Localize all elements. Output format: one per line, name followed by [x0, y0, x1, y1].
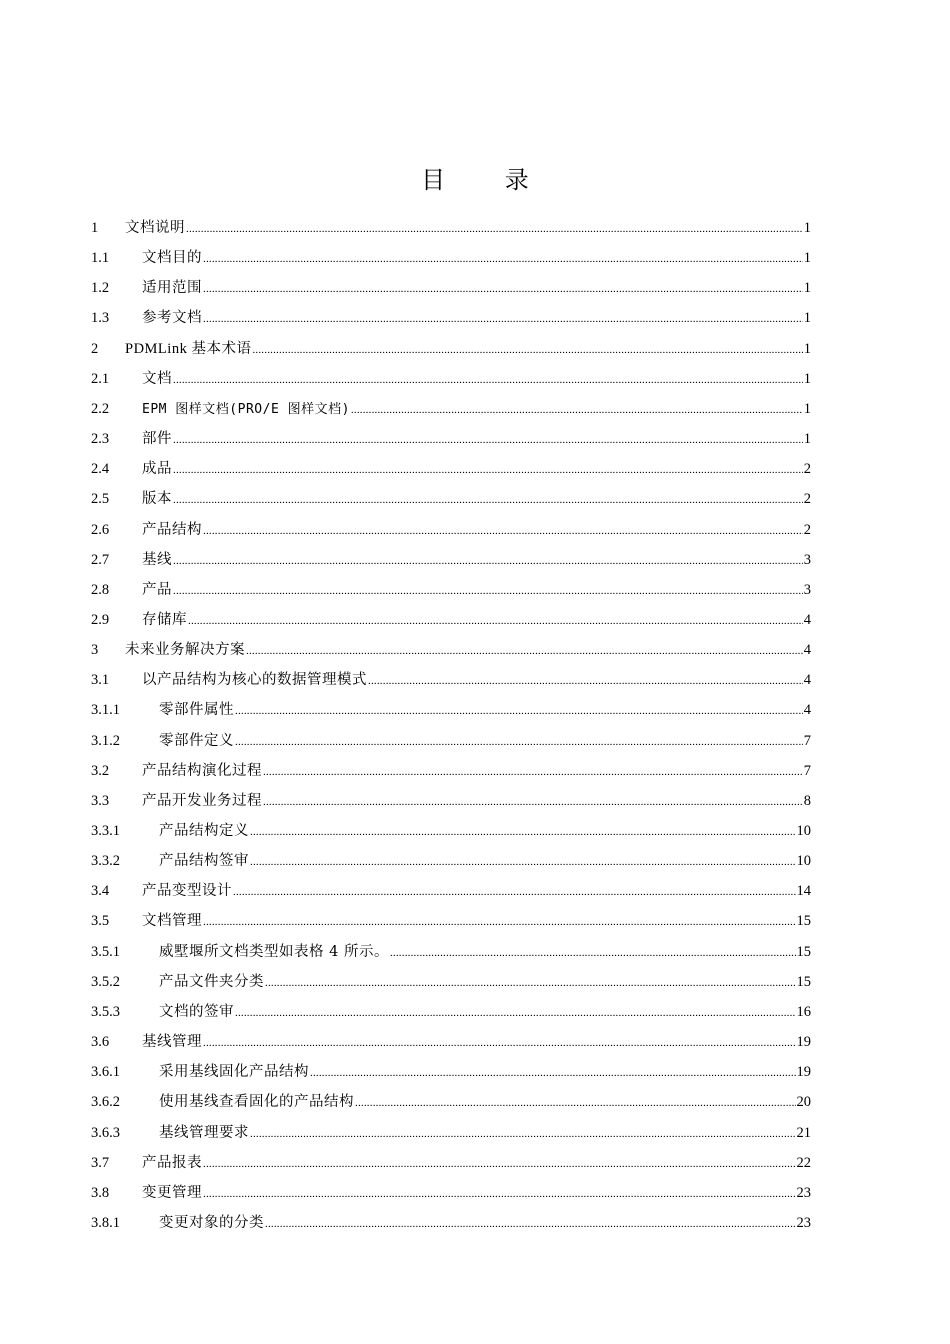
toc-entry-title: 变更管理	[142, 1184, 202, 1201]
toc-entry-number: 3.4	[91, 883, 110, 900]
toc-entry-title: 文档管理	[142, 913, 202, 930]
toc-entry-number: 3.6.3	[91, 1124, 120, 1141]
toc-entry-number: 3.8.1	[91, 1214, 120, 1231]
toc-dot-leader	[203, 1180, 796, 1208]
toc-entry-title: 产品	[142, 581, 172, 598]
toc-entry-page-number: 3	[803, 581, 811, 598]
toc-entry-title: 威墅堰所文档类型如表格 4 所示。	[159, 943, 389, 960]
toc-entry-number: 3.1	[91, 672, 110, 689]
toc-entry[interactable]	[91, 244, 811, 272]
toc-dot-leader	[252, 336, 802, 364]
toc-entry-number: 2.8	[91, 581, 110, 598]
toc-entry-page-number: 1	[803, 340, 811, 357]
toc-entry[interactable]	[91, 1119, 811, 1147]
page-title: 目 录	[421, 166, 555, 194]
toc-dot-leader	[250, 1120, 796, 1148]
toc-entry-title: 文档	[142, 370, 172, 387]
toc-entry[interactable]	[91, 1088, 811, 1116]
toc-dot-leader	[235, 697, 803, 725]
toc-entry-page-number: 4	[803, 672, 811, 689]
toc-entry-title: PDMLink 基本术语	[125, 340, 252, 357]
toc-entry[interactable]	[91, 636, 811, 664]
toc-entry-page-number: 23	[796, 1214, 811, 1231]
toc-entry-number: 2.7	[91, 551, 110, 568]
toc-entry[interactable]	[91, 1028, 811, 1056]
toc-entry-page-number: 1	[803, 250, 811, 267]
toc-entry[interactable]	[91, 1149, 811, 1177]
toc-entry-title: 版本	[142, 491, 172, 508]
toc-entry[interactable]	[91, 274, 811, 302]
toc-dot-leader	[390, 939, 796, 967]
toc-entry[interactable]	[91, 1179, 811, 1207]
toc-entry-number: 3.5.1	[91, 943, 120, 960]
toc-entry[interactable]	[91, 727, 811, 755]
toc-entry-page-number: 2	[803, 461, 811, 478]
toc-dot-leader	[203, 517, 803, 545]
toc-entry-page-number: 10	[796, 853, 811, 870]
toc-entry[interactable]	[91, 576, 811, 604]
toc-entry-page-number: 14	[796, 883, 811, 900]
toc-entry-page-number: 4	[803, 702, 811, 719]
toc-dot-leader	[203, 275, 803, 303]
toc-dot-leader	[265, 1210, 796, 1238]
toc-entry-title: 参考文档	[142, 310, 202, 327]
toc-entry-title: 产品变型设计	[142, 883, 232, 900]
toc-entry-title: 采用基线固化产品结构	[159, 1064, 309, 1081]
toc-entry-number: 3.8	[91, 1184, 110, 1201]
toc-entry-number: 3.3	[91, 792, 110, 809]
toc-dot-leader	[173, 547, 803, 575]
toc-dot-leader	[368, 667, 803, 695]
toc-dot-leader	[186, 215, 803, 243]
toc-dot-leader	[203, 908, 796, 936]
toc-entry-title: 以产品结构为核心的数据管理模式	[142, 672, 367, 689]
toc-entry-number: 2.4	[91, 461, 110, 478]
toc-entry-number: 3.6.2	[91, 1094, 120, 1111]
toc-dot-leader	[173, 456, 803, 484]
toc-entry[interactable]	[91, 546, 811, 574]
toc-entry[interactable]	[91, 998, 811, 1026]
toc-entry-number: 1.1	[91, 250, 110, 267]
toc-entry-page-number: 1	[803, 400, 811, 417]
toc-entry-page-number: 15	[796, 973, 811, 990]
toc-entry-number: 2	[91, 340, 99, 357]
toc-entry-number: 3.3.1	[91, 823, 120, 839]
toc-entry[interactable]	[91, 425, 811, 453]
toc-entry-page-number: 2	[803, 521, 811, 538]
toc-entry-title: 产品报表	[142, 1154, 202, 1171]
toc-entry-number: 3.6.1	[91, 1064, 120, 1081]
toc-entry-title: 零部件属性	[159, 702, 234, 719]
toc-entry[interactable]	[91, 787, 811, 815]
toc-entry-number: 3.7	[91, 1154, 110, 1171]
toc-entry-number: 2.6	[91, 521, 110, 538]
toc-entry-page-number: 19	[796, 1034, 811, 1051]
toc-entry[interactable]	[91, 847, 811, 875]
toc-entry-page-number: 1	[803, 280, 811, 297]
toc-entry-number: 2.2	[91, 400, 110, 417]
toc-dot-leader	[265, 969, 796, 997]
toc-entry-title: 产品结构签审	[159, 853, 249, 870]
toc-entry[interactable]	[91, 304, 811, 332]
toc-entry-page-number: 1	[803, 220, 811, 236]
toc-entry-number: 3.1.2	[91, 732, 120, 749]
toc-entry-page-number: 10	[796, 823, 811, 839]
toc-entry-title: 产品开发业务过程	[142, 792, 262, 809]
toc-entry-page-number: 23	[796, 1184, 811, 1201]
toc-entry[interactable]	[91, 817, 811, 845]
toc-entry-title: 零部件定义	[159, 732, 234, 749]
toc-entry-title: EPM 图样文档(PRO/E 图样文档)	[142, 401, 350, 417]
toc-entry-page-number: 8	[803, 792, 811, 809]
toc-entry-title: 成品	[142, 461, 172, 478]
toc-dot-leader	[310, 1059, 796, 1087]
toc-dot-leader	[263, 788, 803, 816]
toc-entry-number: 3.5	[91, 913, 110, 930]
toc-dot-leader	[203, 305, 803, 333]
toc-entry[interactable]	[91, 938, 811, 966]
toc-entry-page-number: 21	[796, 1124, 811, 1141]
toc-entry[interactable]	[91, 455, 811, 483]
toc-entry-title: 产品结构定义	[159, 823, 249, 839]
toc-dot-leader	[203, 245, 803, 273]
toc-entry[interactable]	[91, 335, 811, 363]
toc-entry[interactable]	[91, 606, 811, 634]
toc-entry-page-number: 3	[803, 551, 811, 568]
toc-entry-title: 基线	[142, 551, 172, 568]
toc-entry-page-number: 15	[796, 913, 811, 930]
toc-dot-leader	[233, 878, 796, 906]
toc-entry[interactable]	[91, 696, 811, 724]
toc-entry-page-number: 19	[796, 1064, 811, 1081]
toc-entry-title: 产品结构	[142, 521, 202, 538]
toc-entry[interactable]	[91, 877, 811, 905]
toc-entry-number: 1	[91, 220, 99, 236]
toc-entry-number: 3.1.1	[91, 702, 120, 719]
toc-entry[interactable]	[91, 757, 811, 785]
toc-entry-number: 2.9	[91, 611, 110, 628]
toc-dot-leader	[203, 1029, 796, 1057]
toc-dot-leader	[250, 818, 796, 846]
toc-dot-leader	[250, 848, 796, 876]
toc-entry-title: 部件	[142, 431, 172, 448]
toc-dot-leader	[203, 1150, 796, 1178]
toc-dot-leader	[173, 366, 803, 394]
toc-dot-leader	[188, 607, 803, 635]
toc-entry[interactable]	[91, 214, 811, 242]
toc-entry-title: 基线管理要求	[159, 1124, 249, 1141]
toc-entry-page-number: 16	[796, 1003, 811, 1020]
toc-entry-number: 3.6	[91, 1034, 110, 1051]
toc-entry-title: 适用范围	[142, 280, 202, 297]
toc-dot-leader	[246, 637, 803, 665]
toc-entry-page-number: 1	[803, 310, 811, 327]
toc-entry-title: 使用基线查看固化的产品结构	[159, 1094, 354, 1111]
toc-entry-number: 1.2	[91, 280, 110, 297]
toc-entry-title: 未来业务解决方案	[125, 642, 245, 659]
toc-entry-number: 3.3.2	[91, 853, 120, 870]
toc-entry[interactable]	[91, 907, 811, 935]
toc-dot-leader	[173, 577, 803, 605]
toc-entry-number: 2.1	[91, 370, 110, 387]
toc-entry-title: 文档的签审	[159, 1003, 234, 1020]
toc-entry-title: 存储库	[142, 611, 187, 628]
toc-entry-number: 3.5.2	[91, 973, 120, 990]
toc-dot-leader	[355, 1089, 796, 1117]
toc-entry-page-number: 7	[803, 762, 811, 779]
toc-dot-leader	[173, 426, 803, 454]
toc-entry-page-number: 4	[803, 611, 811, 628]
toc-entry[interactable]	[91, 365, 811, 393]
toc-entry[interactable]	[91, 1209, 811, 1237]
toc-entry-page-number: 1	[803, 370, 811, 387]
toc-entry[interactable]	[91, 516, 811, 544]
toc-entry-page-number: 2	[803, 491, 811, 508]
toc-dot-leader	[235, 999, 796, 1027]
toc-entry[interactable]	[91, 666, 811, 694]
toc-dot-leader	[235, 728, 803, 756]
toc-entry-page-number: 1	[803, 431, 811, 448]
toc-entry-page-number: 4	[803, 642, 811, 659]
toc-dot-leader	[173, 486, 803, 514]
toc-entry-number: 2.3	[91, 431, 110, 448]
toc-entry-title: 文档目的	[142, 250, 202, 267]
toc-entry-title: 变更对象的分类	[159, 1214, 264, 1231]
toc-entry-title: 文档说明	[125, 220, 185, 236]
toc-dot-leader	[351, 396, 803, 424]
toc-entry-page-number: 7	[803, 732, 811, 749]
toc-entry-page-number: 20	[796, 1094, 811, 1111]
toc-dot-leader	[263, 758, 803, 786]
toc-entry-number: 1.3	[91, 310, 110, 327]
toc-entry-number: 3	[91, 642, 99, 659]
toc-entry-number: 3.2	[91, 762, 110, 779]
toc-entry[interactable]	[91, 968, 811, 996]
toc-entry-number: 2.5	[91, 491, 110, 508]
toc-entry[interactable]	[91, 485, 811, 513]
toc-entry[interactable]	[91, 1058, 811, 1086]
toc-entry-title: 产品结构演化过程	[142, 762, 262, 779]
toc-entry-page-number: 22	[796, 1154, 811, 1171]
toc-entry-number: 3.5.3	[91, 1003, 120, 1020]
toc-entry-page-number: 15	[796, 943, 811, 960]
toc-entry-title: 产品文件夹分类	[159, 973, 264, 990]
toc-entry-title: 基线管理	[142, 1034, 202, 1051]
toc-entry[interactable]	[91, 395, 811, 423]
